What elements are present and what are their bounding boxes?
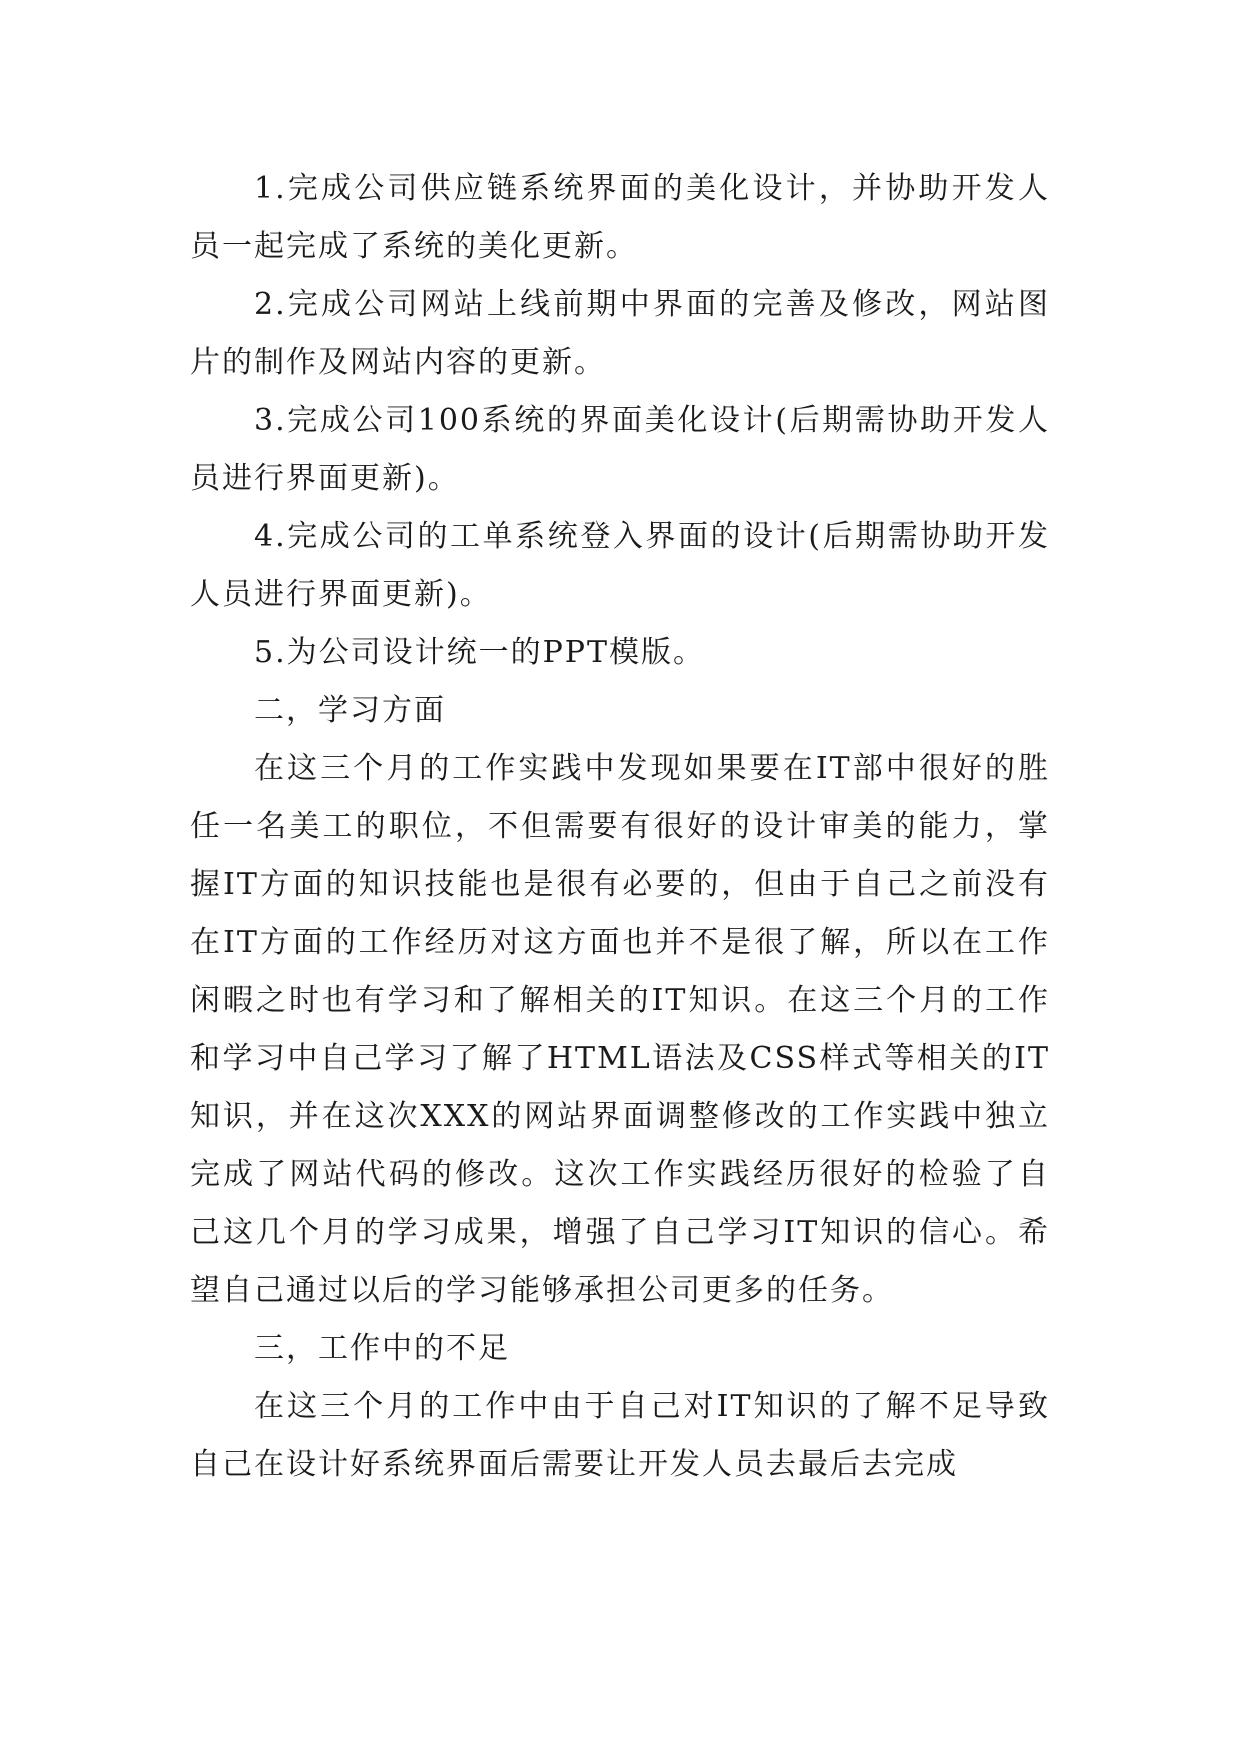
document-body bbox=[190, 160, 1050, 1494]
list-item-100-system: 3.完成公司100系统的界面美化设计(后期需协助开发人员进行界面更新)。 bbox=[190, 403, 1050, 496]
section-heading-learning: 二，学习方面 bbox=[254, 693, 446, 728]
section-heading-shortcomings: 三，工作中的不足 bbox=[254, 1331, 510, 1366]
list-item-website: 2.完成公司网站上线前期中界面的完善及修改，网站图片的制作及网站内容的更新。 bbox=[190, 287, 1050, 380]
paragraph-shortcomings: 在这三个月的工作中由于自己对IT知识的了解不足导致自己在设计好系统界面后需要让开发人员去最后去完成 bbox=[190, 1389, 1050, 1482]
list-item-work-order: 4.完成公司的工单系统登入界面的设计(后期需协助开发人员进行界面更新)。 bbox=[190, 519, 1050, 612]
paragraph-learning: 在这三个月的工作实践中发现如果要在IT部中很好的胜任一名美工的职位，不但需要有很好的设计审美的能力，掌握IT方面的知识技能也是很有必要的，但由于自己之前没有在IT方面的工作经历对这方面也并不是很了解，所以在工作闲暇之时也有学习和了解相关的IT知识。在这三个月的工作和学习中自己学习了解了HTML语法及CSS样式等相关的IT知识，并在这次XXX的网站界面调整修改的工作实践中独立完成了网站代码的修改。这次工作实践经历很好的检验了自己这几个月的学习成果，增强了自己学习IT知识的信心。希望自己通过以后的学习能够承担公司更多的任务。 bbox=[190, 751, 1050, 1308]
list-item-ppt-template: 5.为公司设计统一的PPT模版。 bbox=[254, 635, 706, 670]
list-item-supply-chain: 1.完成公司供应链系统界面的美化设计，并协助开发人员一起完成了系统的美化更新。 bbox=[190, 171, 1050, 264]
